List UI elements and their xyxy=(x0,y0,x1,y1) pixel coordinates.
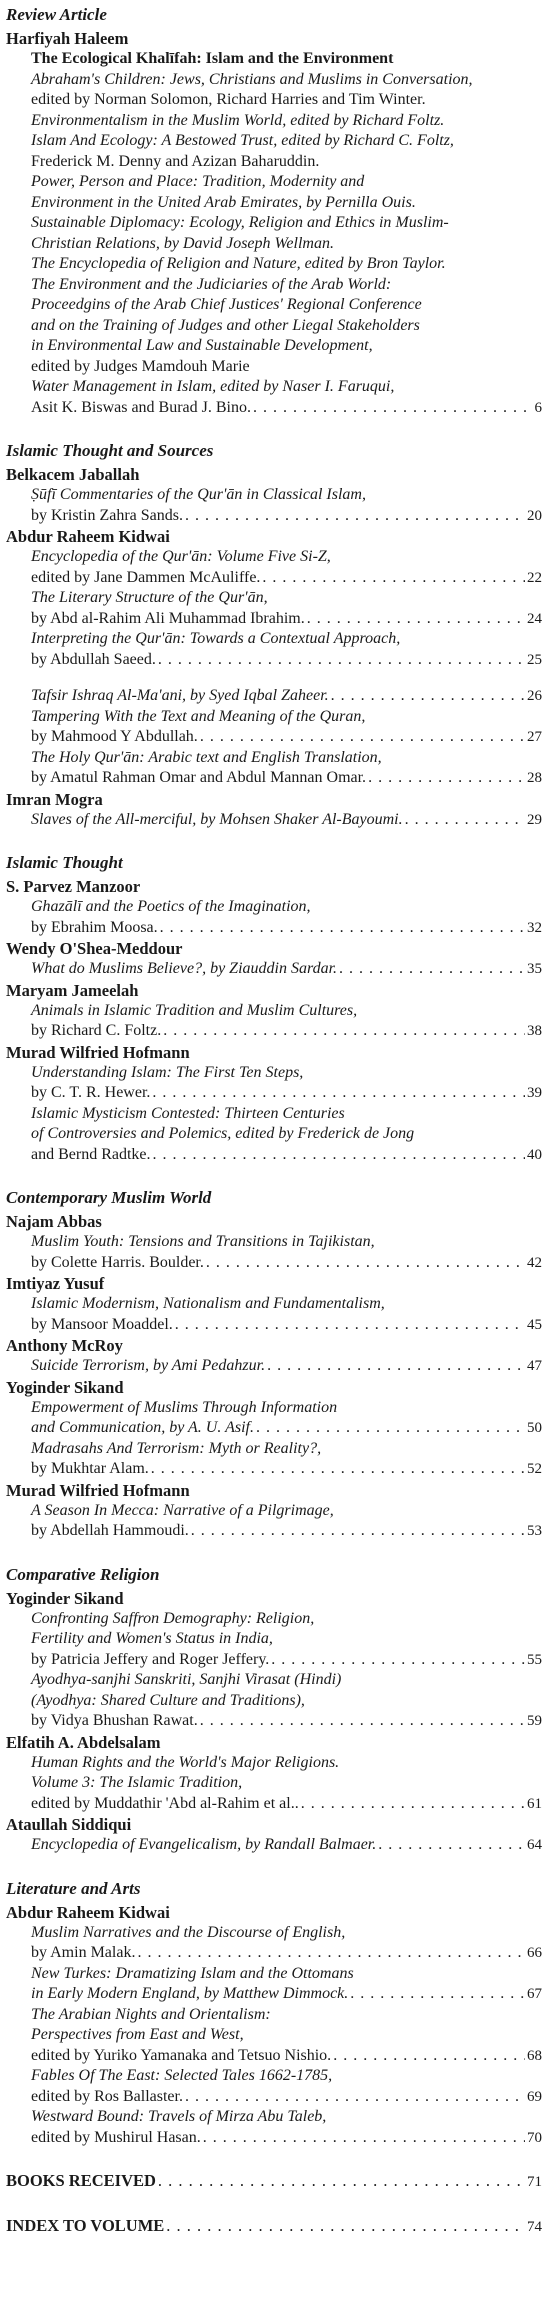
entry-line: in Environmental Law and Sustainable Development, xyxy=(31,337,373,354)
entry-line: Islam And Ecology: A Bestowed Trust, edited by Richard C. Foltz, xyxy=(31,132,454,149)
dot-leader xyxy=(405,810,525,831)
dot-leader xyxy=(307,609,525,630)
reviewer-name: S. Parvez Manzoor xyxy=(6,877,141,896)
page-number: 68 xyxy=(527,2047,542,2064)
page-number: 64 xyxy=(527,1837,542,1853)
toc-section xyxy=(6,1564,542,1856)
review-entry[interactable] xyxy=(31,547,542,588)
table-of-contents xyxy=(6,0,542,2238)
entry-text: by Mahmood Y Abdullah. xyxy=(31,728,198,745)
dot-leader xyxy=(160,918,525,939)
reviewer-name: Harfiyah Haleem xyxy=(6,29,129,48)
entry-line: The Arabian Nights and Orientalism: xyxy=(31,2005,271,2023)
dot-leader xyxy=(339,959,525,980)
review-entry[interactable] xyxy=(31,1609,542,1671)
entry-line: of Controversies and Polemics, edited by Frederick de Jong xyxy=(31,1125,415,1142)
dot-leader xyxy=(368,768,525,789)
review-entry[interactable] xyxy=(31,1964,542,2005)
review-entry[interactable] xyxy=(31,1398,542,1439)
entry-text: Suicide Terrorism, by Ami Pedahzur. xyxy=(31,1357,266,1374)
standalone-label: BOOKS RECEIVED xyxy=(6,2171,156,2190)
review-entry[interactable] xyxy=(31,959,542,980)
entry-line xyxy=(31,1418,542,1439)
entry-gap xyxy=(6,670,542,686)
entry-text: Encyclopedia of Evangelicalism, by Randall Balmaer. xyxy=(31,1836,377,1853)
entry-line xyxy=(31,1521,542,1542)
entry-line xyxy=(31,768,542,789)
page-number: 42 xyxy=(527,1254,542,1271)
review-entry[interactable] xyxy=(31,1104,542,1166)
entry-line: Empowerment of Muslims Through Information xyxy=(31,1398,338,1416)
entry-text: edited by Mushirul Hasan. xyxy=(31,2128,201,2146)
review-entry[interactable] xyxy=(31,2066,542,2107)
dot-leader xyxy=(271,1650,525,1671)
review-entry[interactable] xyxy=(31,810,542,831)
entry-text: and Bernd Radtke. xyxy=(31,1145,151,1163)
dot-leader xyxy=(158,650,525,671)
reviewer-name: Abdur Raheem Kidwai xyxy=(6,1902,170,1922)
review-entry[interactable] xyxy=(31,1356,542,1377)
entry-line xyxy=(31,568,542,589)
entry-line xyxy=(31,1711,542,1732)
entry-text: by Ebrahim Moosa. xyxy=(31,918,158,936)
entry-line xyxy=(31,1145,542,1166)
page-number: 40 xyxy=(527,1146,542,1163)
entry-text: by Abdellah Hammoudi. xyxy=(31,1522,189,1539)
review-entry[interactable] xyxy=(31,707,542,748)
entry-text: What do Muslims Believe?, by Ziauddin Sardar. xyxy=(31,960,338,977)
dot-leader xyxy=(191,1521,525,1542)
entry-line: Madrasahs And Terrorism: Myth or Reality?, xyxy=(31,1439,322,1457)
reviewer-name: Yoginder Sikand xyxy=(6,1377,124,1397)
entry-line xyxy=(31,1315,542,1336)
entry-line: A Season In Mecca: Narrative of a Pilgrimage, xyxy=(31,1501,334,1519)
reviewer-name: Anthony McRoy xyxy=(6,1336,123,1355)
page-number: 55 xyxy=(527,1651,542,1668)
review-title: The Ecological Khalīfah: Islam and the Environment xyxy=(31,50,394,67)
toc-section xyxy=(6,1878,542,2149)
entry-line: Human Rights and the World's Major Religions. xyxy=(31,1753,340,1771)
entry-line: Westward Bound: Travels of Mirza Abu Taleb, xyxy=(31,2108,327,2125)
dot-leader xyxy=(175,1315,525,1336)
dot-leader xyxy=(378,1835,525,1856)
page-number: 26 xyxy=(527,688,542,704)
entry-line: edited by Judges Mamdouh Marie xyxy=(31,357,250,375)
dot-leader xyxy=(350,1984,525,2005)
dot-leader xyxy=(267,1356,525,1377)
page-number: 47 xyxy=(527,1358,542,1374)
page-number: 29 xyxy=(527,811,542,828)
reviewer-name: Murad Wilfried Hofmann xyxy=(6,1480,190,1500)
dot-leader xyxy=(151,1459,525,1480)
entry-line: Muslim Youth: Tensions and Transitions in Tajikistan, xyxy=(31,1233,375,1250)
entry-line xyxy=(31,959,542,980)
review-entry[interactable] xyxy=(31,1439,542,1480)
entry-line: Water Management in Islam, edited by Naser I. Faruqui, xyxy=(31,378,395,395)
section-heading: Comparative Religion xyxy=(6,1564,160,1584)
entry-line: Confronting Saffron Demography: Religion, xyxy=(31,1609,315,1627)
dot-leader xyxy=(153,1145,525,1166)
dot-leader xyxy=(331,686,525,707)
entry-line xyxy=(31,2087,542,2108)
entry-line: Encyclopedia of the Qur'ān: Volume Five Si-Z, xyxy=(31,548,331,565)
page-number: 45 xyxy=(527,1316,542,1333)
dot-leader xyxy=(158,2170,525,2191)
page-number: 28 xyxy=(527,770,542,786)
page-number: 66 xyxy=(527,1945,542,1961)
entry-line: Ghazālī and the Poetics of the Imagination, xyxy=(31,898,311,915)
entry-text: by Patricia Jeffery and Roger Jeffery. xyxy=(31,1650,270,1668)
entry-line: Proceedgins of the Arab Chief Justices' Regional Conference xyxy=(31,296,422,313)
entry-line xyxy=(31,1253,542,1274)
dot-leader xyxy=(185,506,525,527)
entry-line xyxy=(31,2046,542,2067)
page-number: 24 xyxy=(527,610,542,627)
dot-leader xyxy=(206,1253,525,1274)
page-number: 67 xyxy=(527,1986,542,2002)
review-entry[interactable] xyxy=(31,1835,542,1856)
entry-text: edited by Ros Ballaster. xyxy=(31,2087,183,2105)
page-number: 69 xyxy=(527,2088,542,2105)
reviewer-name: Ataullah Siddiqui xyxy=(6,1815,132,1834)
review-entry[interactable] xyxy=(31,629,542,670)
entry-text: by Amatul Rahman Omar and Abdul Mannan Omar. xyxy=(31,769,367,786)
review-entry[interactable] xyxy=(31,1670,542,1732)
page-number: 71 xyxy=(527,2174,542,2190)
page-number: 35 xyxy=(527,961,542,977)
entry-line: Perspectives from East and West, xyxy=(31,2026,244,2043)
entry-text: by Mansoor Moaddel. xyxy=(31,1315,173,1333)
entry-line: Islamic Modernism, Nationalism and Fundamentalism, xyxy=(31,1295,385,1312)
review-entry[interactable] xyxy=(31,686,542,707)
entry-text: Tafsir Ishraq Al-Ma'ani, by Syed Iqbal Zaheer. xyxy=(31,687,329,704)
section-heading: Islamic Thought xyxy=(6,853,123,872)
entry-text: edited by Jane Dammen McAuliffe. xyxy=(31,568,261,586)
entry-line xyxy=(31,2128,542,2149)
entry-text: by C. T. R. Hewer. xyxy=(31,1084,151,1101)
review-entry[interactable] xyxy=(31,1063,542,1104)
entry-line: Ayodhya-sanjhi Sanskriti, Sanjhi Virasat (Hindi) xyxy=(31,1671,342,1688)
section-heading: Contemporary Muslim World xyxy=(6,1188,212,1207)
review-entry[interactable] xyxy=(31,1501,542,1542)
entry-line xyxy=(31,1943,542,1964)
reviewer-name: Belkacem Jaballah xyxy=(6,465,140,484)
entry-line: Islamic Mysticism Contested: Thirteen Centuries xyxy=(31,1104,345,1122)
dot-leader xyxy=(166,2215,525,2236)
review-entry[interactable] xyxy=(31,1001,542,1042)
reviewer-name: Imtiyaz Yusuf xyxy=(6,1274,105,1293)
entry-line xyxy=(31,1835,542,1856)
entry-line: Frederick M. Denny and Azizan Baharuddin. xyxy=(31,152,320,170)
entry-text: Slaves of the All-merciful, by Mohsen Shaker Al-Bayoumi. xyxy=(31,810,403,828)
page-number: 59 xyxy=(527,1713,542,1729)
entry-line: New Turkes: Dramatizing Islam and the Ottomans xyxy=(31,1964,354,1982)
dot-leader xyxy=(152,1083,525,1104)
standalone-entry[interactable] xyxy=(6,2215,542,2238)
review-entry[interactable] xyxy=(31,485,542,526)
page-number: 70 xyxy=(527,2129,542,2146)
page-number: 6 xyxy=(534,399,542,416)
entry-text: by Mukhtar Alam. xyxy=(31,1460,149,1477)
entry-line: Fertility and Women's Status in India, xyxy=(31,1630,273,1647)
entry-line xyxy=(31,810,542,831)
entry-line xyxy=(31,506,542,527)
dot-leader xyxy=(203,2128,525,2149)
entry-text: edited by Yuriko Yamanaka and Tetsuo Nishio. xyxy=(31,2046,332,2064)
entry-line: Interpreting the Qur'ān: Towards a Contextual Approach, xyxy=(31,630,401,647)
review-entry[interactable] xyxy=(31,49,542,418)
dot-leader xyxy=(163,1021,525,1042)
page-number: 74 xyxy=(527,2219,542,2235)
entry-line: Sustainable Diplomacy: Ecology, Religion and Ethics in Muslim- xyxy=(31,214,449,231)
entry-text: edited by Muddathir 'Abd al-Rahim et al.. xyxy=(31,1794,299,1812)
review-entry[interactable] xyxy=(31,748,542,789)
entry-line: edited by Norman Solomon, Richard Harries and Tim Winter. xyxy=(31,91,426,108)
section-heading: Literature and Arts xyxy=(6,1878,141,1898)
entry-line xyxy=(31,609,542,630)
review-entry[interactable] xyxy=(31,2107,542,2148)
toc-section xyxy=(6,1187,542,1542)
entry-line: Abraham's Children: Jews, Christians and Muslims in Conversation, xyxy=(31,70,473,88)
page-number: 50 xyxy=(527,1420,542,1436)
entry-line xyxy=(31,686,542,707)
review-entry[interactable] xyxy=(31,897,542,938)
page-number: 27 xyxy=(527,729,542,745)
standalone-label: INDEX TO VOLUME xyxy=(6,2216,165,2235)
entry-text: by Richard C. Foltz. xyxy=(31,1022,162,1039)
toc-section xyxy=(6,440,542,830)
section-heading: Islamic Thought and Sources xyxy=(6,441,214,460)
reviewer-name: Abdur Raheem Kidwai xyxy=(6,527,170,546)
review-entry[interactable] xyxy=(31,1294,542,1335)
entry-text: by Abd al-Rahim Ali Muhammad Ibrahim. xyxy=(31,609,305,627)
entry-line: Environment in the United Arab Emirates, by Pernilla Ouis. xyxy=(31,193,416,211)
entry-line: Ṣūfī Commentaries of the Qur'ān in Classical Islam, xyxy=(31,486,366,503)
entry-text: by Vidya Bhushan Rawat. xyxy=(31,1712,198,1729)
entry-line: and on the Training of Judges and other Liegal Stakeholders xyxy=(31,316,420,334)
entry-line: Environmentalism in the Muslim World, edited by Richard Foltz. xyxy=(31,111,445,129)
page-number: 61 xyxy=(527,1795,542,1812)
page-number: 22 xyxy=(527,569,542,586)
page-number: 53 xyxy=(527,1523,542,1539)
entry-line: (Ayodhya: Shared Culture and Traditions), xyxy=(31,1691,305,1709)
dot-leader xyxy=(200,1711,525,1732)
entry-text: Asit K. Biswas and Burad J. Bino. xyxy=(31,398,251,416)
entry-line: Christian Relations, by David Joseph Wellman. xyxy=(31,234,334,252)
toc-section xyxy=(6,4,542,418)
entry-text: by Abdullah Saeed. xyxy=(31,650,156,668)
entry-text: by Kristin Zahra Sands. xyxy=(31,506,183,524)
toc-section xyxy=(6,852,542,1165)
entry-text: in Early Modern England, by Matthew Dimmock. xyxy=(31,1985,349,2002)
page-number: 39 xyxy=(527,1085,542,1101)
entry-line xyxy=(31,918,542,939)
dot-leader xyxy=(301,1794,525,1815)
standalone-entry[interactable] xyxy=(6,2170,542,2193)
reviewer-name: Maryam Jameelah xyxy=(6,980,139,1000)
page-number: 32 xyxy=(527,919,542,936)
reviewer-name: Yoginder Sikand xyxy=(6,1588,124,1608)
entry-line: The Holy Qur'ān: Arabic text and English Translation, xyxy=(31,748,382,766)
entry-text: and Communication, by A. U. Asif. xyxy=(31,1419,254,1436)
entry-line xyxy=(31,398,542,419)
entry-line: The Environment and the Judiciaries of the Arab World: xyxy=(31,275,392,293)
review-entry[interactable] xyxy=(31,2005,542,2067)
entry-text: by Amin Malak. xyxy=(31,1944,136,1961)
reviewer-name: Wendy O'Shea-Meddour xyxy=(6,939,183,958)
entry-line: The Encyclopedia of Religion and Nature, edited by Bron Taylor. xyxy=(31,255,446,272)
page-number: 20 xyxy=(527,507,542,524)
reviewer-name: Najam Abbas xyxy=(6,1212,102,1231)
dot-leader xyxy=(200,727,525,748)
dot-leader xyxy=(253,398,533,419)
review-entry[interactable] xyxy=(31,1923,542,1964)
section-heading: Review Article xyxy=(6,5,107,24)
page-number: 38 xyxy=(527,1023,542,1039)
entry-line xyxy=(31,1021,542,1042)
page-number: 52 xyxy=(527,1461,542,1477)
entry-line: Tampering With the Text and Meaning of the Quran, xyxy=(31,707,366,725)
entry-line: Animals in Islamic Tradition and Muslim Cultures, xyxy=(31,1001,358,1019)
dot-leader xyxy=(185,2087,525,2108)
review-entry[interactable] xyxy=(31,1753,542,1815)
entry-line: Muslim Narratives and the Discourse of English, xyxy=(31,1923,346,1941)
reviewer-name: Imran Mogra xyxy=(6,789,103,809)
entry-line: Power, Person and Place: Tradition, Modernity and xyxy=(31,173,365,190)
entry-line: Understanding Islam: The First Ten Steps, xyxy=(31,1063,304,1081)
reviewer-name: Elfatih A. Abdelsalam xyxy=(6,1732,161,1752)
entry-line xyxy=(31,1356,542,1377)
entry-line: Volume 3: The Islamic Tradition, xyxy=(31,1774,243,1791)
entry-line xyxy=(31,650,542,671)
review-entry[interactable] xyxy=(31,1232,542,1273)
entry-line xyxy=(31,727,542,748)
entry-line xyxy=(31,1984,542,2005)
entry-line: Fables Of The East: Selected Tales 1662-1785, xyxy=(31,2067,333,2084)
dot-leader xyxy=(256,1418,525,1439)
page-number: 25 xyxy=(527,651,542,668)
dot-leader xyxy=(333,2046,525,2067)
dot-leader xyxy=(262,568,525,589)
review-entry[interactable] xyxy=(31,588,542,629)
dot-leader xyxy=(137,1943,525,1964)
entry-line: The Literary Structure of the Qur'ān, xyxy=(31,589,268,606)
entry-line xyxy=(31,1459,542,1480)
reviewer-name: Murad Wilfried Hofmann xyxy=(6,1042,190,1062)
entry-text: by Colette Harris. Boulder. xyxy=(31,1253,204,1271)
entry-line xyxy=(31,1650,542,1671)
entry-line xyxy=(31,1083,542,1104)
entry-line xyxy=(31,1794,542,1815)
